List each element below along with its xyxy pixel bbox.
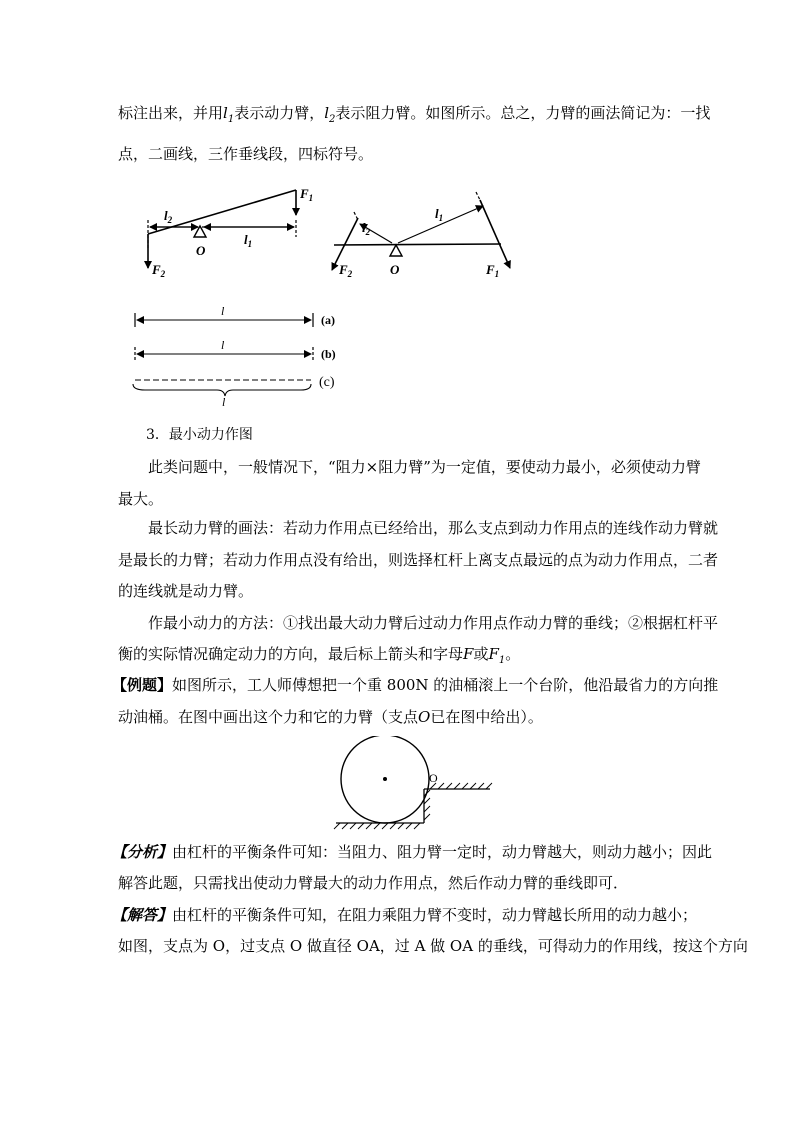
F2-label: $F_2$ [152,262,166,279]
lever-figure-left [148,186,313,279]
para3-line2: 衡的实际情况确定动力的方向，最后标上箭头和字母F或$F_1$。 [118,645,521,666]
lever-bar [334,244,501,245]
answer-line1: 【解答】由杠杆的平衡条件可知，在阻力乘阻力臂不变时，动力臂越长所用的动力越小； [112,906,698,924]
para2-line1: 最长动力臂的画法：若动力作用点已经给出，那么支点到动力作用点的连线作动力臂就 [148,519,719,537]
svg-text:l: l [221,304,225,318]
svg-text:(a): (a) [321,313,335,327]
example-line2: 动油桶。在图中画出这个力和它的力臂（支点O已在图中给出）。 [118,708,543,726]
notation-a [135,304,335,327]
para2-line3: 的连线就是动力臂。 [118,582,254,600]
para1-line1: 此类问题中，一般情况下，“阻力×阻力臂”为一定值，要使动力最小，必须使动力臂 [148,458,701,476]
fulcrum-icon [390,245,402,256]
notation-b [135,338,336,361]
example-line1: 【例题】如图所示，工人师傅想把一个重 800N 的油桶滚上一个台阶，他沿最省力的方向推 [112,676,719,694]
fulcrum-icon [194,226,206,237]
analysis-line1: 【分析】由杠杆的平衡条件可知：当阻力、阻力臂一定时，动力臂越大，则动力越小；因此 [112,843,713,861]
svg-text:(c): (c) [319,375,335,390]
para3-line1: 作最小动力的方法：①找出最大动力臂后过动力作用点作动力臂的垂线；②根据杠杆平 [148,614,719,632]
oil-drum-figure [330,736,500,830]
answer-line2: 如图，支点为 O，过支点 O 做直径 OA，过 A 做 OA 的垂线，可得动力的作用线，按这个方向 [118,937,748,955]
svg-text:l: l [221,338,225,352]
l2-symbol: $l_2$ [324,104,336,125]
arm-notation-figure [125,302,355,407]
svg-text:l: l [222,395,226,407]
F1-label: $F_1$ [300,186,314,203]
analysis-line2: 解答此题，只需找出使动力臂最大的动力作用点，然后作动力臂的垂线即可． [118,874,629,892]
lever-figure-right [332,192,510,279]
intro-line-1: 标注出来，并用$l_1$表示动力臂，$l_2$表示阻力臂。如图所示。总之，力臂的画法简记为：一找 [118,104,711,125]
F2-label: $F_2$ [339,262,353,279]
lever-figures [128,182,528,288]
l1-symbol: $l_1$ [223,104,235,125]
F1-label: $F_1$ [486,262,500,279]
O-label: O [390,262,400,277]
drum-center [383,777,387,781]
notation-c [133,375,335,407]
l1-label: $l_1$ [244,232,253,249]
section-heading: 3．最小动力作图 [146,427,253,443]
l2-label: $l_2$ [362,220,371,237]
pivot-O-label: O [429,771,438,785]
intro-line-2: 点，二画线，三作垂线段，四标符号。 [118,145,374,163]
l1-arrow [398,206,483,243]
svg-text:(b): (b) [321,347,336,361]
F1-arrow [480,200,510,268]
O-label: O [196,243,206,258]
para1-line2: 最大。 [118,490,164,508]
l2-label: $l_2$ [164,208,173,225]
l1-label: $l_1$ [435,206,444,223]
para2-line2: 是最长的力臂；若动力作用点没有给出，则选择杠杆上离支点最远的点为动力作用点，二者 [118,551,719,569]
